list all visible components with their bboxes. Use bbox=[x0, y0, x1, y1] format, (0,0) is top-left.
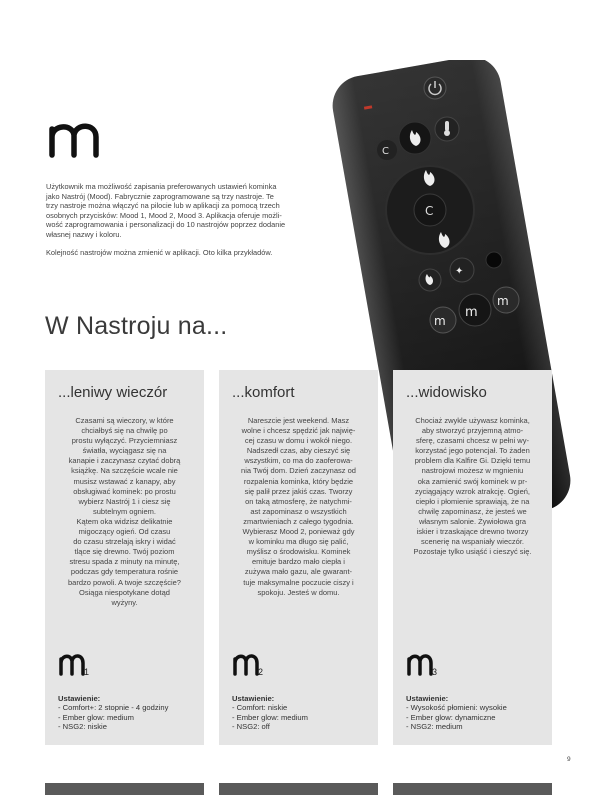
svg-text:C: C bbox=[382, 146, 389, 157]
indicator-dot bbox=[486, 252, 502, 268]
setting-item: - NSG2: niskie bbox=[58, 722, 198, 731]
bottom-panel-bar bbox=[219, 783, 378, 795]
svg-text:✦: ✦ bbox=[455, 266, 464, 277]
svg-text:m: m bbox=[497, 294, 509, 308]
settings-block bbox=[406, 694, 546, 732]
column-title: ...komfort bbox=[232, 384, 295, 401]
mood-logo-icon bbox=[46, 115, 104, 160]
setting-item: - Comfort+: 2 stopnie - 4 godziny bbox=[58, 703, 198, 712]
setting-item: - Ember glow: medium bbox=[58, 713, 198, 722]
bottom-panel-bar bbox=[45, 783, 204, 795]
intro-paragraph-2: Kolejność nastrojów można zmienić w aplikacji. Oto kilka przykładów. bbox=[46, 247, 273, 257]
mood-number: 1 bbox=[84, 667, 90, 677]
svg-text:m: m bbox=[434, 314, 446, 328]
setting-item: - Comfort: niskie bbox=[232, 703, 372, 712]
mood-1-logo bbox=[58, 650, 94, 680]
mood-column-3 bbox=[393, 370, 552, 745]
column-body: Chociaż zwykle używasz kominka, aby stworzyć przyjemną atmo- sferę, czasami chcesz w pełni wy- korzystać jego potencjał. To żaden problem dla Kalfire Gi. Dzięki temu nastrojowi możesz w mgnieniu oka zamienić swój kominek w pr- zyciągający wzrok atrakcję. Ogień, ciepło i płomienie sprawiają, że na chwilę zapominasz, że jesteś we własnym salonie. Żywiołowa gra iskier i trzaskające drewno tworzy scenerię na wspaniały wieczór. Pozostaje tylko usiąść i cieszyć się. bbox=[413, 416, 532, 557]
setting-item: - NSG2: medium bbox=[406, 722, 546, 731]
section-heading: W Nastroju na... bbox=[45, 312, 228, 340]
svg-text:m: m bbox=[465, 305, 478, 320]
settings-title: Ustawienie: bbox=[406, 694, 449, 703]
mood-3-logo bbox=[406, 650, 442, 680]
setting-item: - Ember glow: dynamiczne bbox=[406, 713, 546, 722]
column-title: ...widowisko bbox=[406, 384, 487, 401]
column-body: Czasami są wieczory, w które chciałbyś się na chwilę po prostu wyłączyć. Przyciemniasz światła, wyciągasz się na kanapie i zaczynasz czytać dobrą książkę. Na szczęście wcale nie musisz wstawać z kanapy, aby obsługiwać kominek: po prostu wybierz Nastrój 1 i ciesz się subtelnym ogniem. Kątem oka widzisz delikatnie migoczący ogień. Od czasu do czasu strzelają iskry i widać tlące się drewno. Twój poziom stresu spada z minuty na minutę, podczas gdy temperatura rośnie bardzo powoli. A twoje szczęście? Osiąga niespotykane dotąd wyżyny. bbox=[68, 416, 181, 607]
column-body: Nareszcie jest weekend. Masz wolne i chcesz spędzić jak najwię- cej czasu w domu i wokół niego. Nadszedł czas, aby cieszyć się wszystkim, co ma do zaoferowa- nia Twój dom. Dzień zaczynasz od rozpalenia kominka, który będzie się palił przez jakiś czas. Tworzy on taką atmosferę, że natychmi- ast zapominasz o wszystkich zmartwieniach z całego tygodnia. Wybierasz Mood 2, ponieważ gdy w kominku ma długo się palić, myślisz o środowisku. Kominek emituje bardzo mało ciepła i zużywa mało gazu, ale gwarant- tuje maksymalne poczucie ciszy i spokoju. Jesteś w domu. bbox=[241, 416, 356, 597]
svg-text:C: C bbox=[425, 204, 434, 218]
settings-block bbox=[58, 694, 198, 732]
intro-paragraph-1: Użytkownik ma możliwość zapisania preferowanych ustawień kominka jako Nastrój (Mood). Fabrycznie zaprogramowane są trzy nastroje. Te trzy nastroje można włączyć na pilocie lub w aplikacji za pomocą trzech osobnych przycisków: Mood 1, Mood 2, Mood 3. Aplikacja oferuje możli- wość zaprogramowania i personalizacji do 10 nastrojów poprzez dodanie własnej nazwy i koloru. bbox=[46, 182, 286, 239]
mood-2-logo bbox=[232, 650, 268, 680]
setting-item: - Ember glow: medium bbox=[232, 713, 372, 722]
settings-block bbox=[232, 694, 372, 732]
page-number: 9 bbox=[567, 756, 571, 763]
mood-column-2 bbox=[219, 370, 378, 745]
setting-item: - Wysokość płomieni: wysokie bbox=[406, 703, 546, 712]
mood-number: 2 bbox=[258, 667, 264, 677]
bottom-panel-bar bbox=[393, 783, 552, 795]
mood-column-1 bbox=[45, 370, 204, 745]
settings-title: Ustawienie: bbox=[232, 694, 275, 703]
setting-item: - NSG2: off bbox=[232, 722, 372, 731]
intro-text bbox=[46, 182, 336, 265]
column-title: ...leniwy wieczór bbox=[58, 384, 168, 401]
mood-number: 3 bbox=[432, 667, 438, 677]
settings-title: Ustawienie: bbox=[58, 694, 101, 703]
